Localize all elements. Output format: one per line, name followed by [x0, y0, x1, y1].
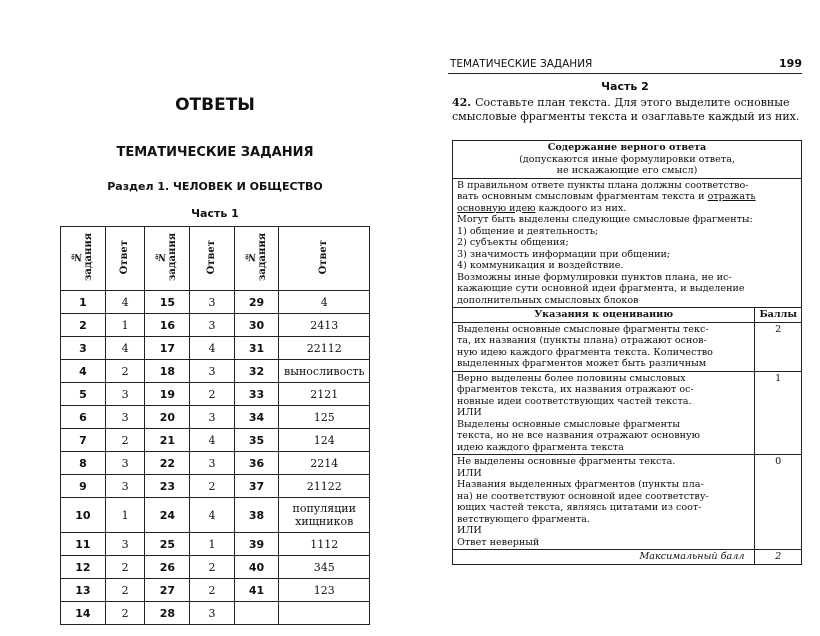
answer-cell: 123 [279, 579, 370, 602]
answer-cell: 4 [279, 291, 370, 314]
max-row [453, 550, 802, 565]
task-number-cell: 7 [61, 429, 106, 452]
answer-cell: 4 [190, 337, 234, 360]
task-number-cell: 30 [234, 314, 279, 337]
answer-cell: 3 [190, 452, 234, 475]
criteria-table [452, 140, 802, 565]
table-row [61, 360, 370, 383]
answer-cell: 2 [190, 579, 234, 602]
answer-cell: 1 [105, 498, 145, 533]
criteria-line: на) не соответствуют основной идее соответству- [457, 490, 709, 502]
answer-cell: 2 [105, 429, 145, 452]
task-number-cell: 10 [61, 498, 106, 533]
answer-cell: 21122 [279, 475, 370, 498]
part-heading: Часть 1 [191, 207, 239, 220]
answer-cell: 3 [105, 533, 145, 556]
content-line: Могут быть выделены следующие смысловые фрагменты: [457, 214, 753, 225]
task-number-cell: 29 [234, 291, 279, 314]
running-title: ТЕМАТИЧЕСКИЕ ЗАДАНИЯ [450, 58, 593, 70]
task-number-cell: 21 [145, 429, 190, 452]
answer-cell: 3 [190, 314, 234, 337]
criteria-line: фрагментов текста, их названия отражают ос- [457, 384, 694, 395]
underlined-text: отражать [707, 191, 756, 202]
answers-table [60, 226, 370, 625]
criteria-line: Ответ неверный [457, 536, 540, 548]
content-note: не искажающие его смысл) [556, 165, 698, 176]
task-number: 42. [452, 96, 472, 109]
criteria-rows [453, 322, 802, 550]
header-answer: Ответ [105, 227, 145, 291]
answer-cell: 3 [105, 383, 145, 406]
answer-cell: 3 [105, 406, 145, 429]
answer-cell: 2121 [279, 383, 370, 406]
underlined-text: основную идею [457, 202, 536, 214]
answer-cell: 2 [105, 360, 145, 383]
task-number-cell [234, 602, 279, 625]
table-row [61, 406, 370, 429]
answer-cell: 4 [105, 337, 145, 360]
criteria-line: новные идеи соответствующих частей текста. [457, 395, 692, 407]
right-page [410, 0, 820, 636]
table-row [61, 579, 370, 602]
answer-cell: 4 [190, 429, 234, 452]
criteria-line: Верно выделены более половины смысловых [457, 372, 686, 384]
task-number-cell: 35 [234, 429, 279, 452]
task-text: Составьте план текста. Для этого выделите основные смысловые фрагменты текста и озаглавьте каждый из них. [452, 96, 800, 123]
task-number-cell: 4 [61, 360, 106, 383]
guidance-header-row [453, 308, 802, 323]
answer-cell: 345 [279, 556, 370, 579]
part-heading: Часть 2 [601, 80, 649, 93]
criteria-line: та, их названия (пункты плана) отражают основ- [457, 335, 707, 346]
criteria-line: ИЛИ [457, 467, 482, 479]
header-answer: Ответ [190, 227, 234, 291]
task-number-cell: 5 [61, 383, 106, 406]
task-number-cell: 28 [145, 602, 190, 625]
task-statement [452, 96, 802, 124]
content-header-cell [453, 141, 802, 179]
answer-cell: 3 [105, 475, 145, 498]
page-number: 199 [779, 57, 802, 70]
content-line: В правильном ответе пункты плана должны соответство- [457, 179, 749, 191]
task-number-cell: 41 [234, 579, 279, 602]
criteria-row [453, 371, 802, 455]
score-header: Баллы [755, 308, 802, 323]
header-number: № задания [61, 227, 106, 291]
task-number-cell: 9 [61, 475, 106, 498]
guidance-header: Указания к оцениванию [453, 308, 755, 323]
task-number-cell: 15 [145, 291, 190, 314]
task-number-cell: 17 [145, 337, 190, 360]
content-line: основную идею каждоого из них. [457, 202, 627, 214]
answer-cell: 2 [105, 579, 145, 602]
content-line: 3) значимость информации при общении; [457, 248, 671, 260]
content-line: 4) коммуникация и воздействие. [457, 260, 624, 271]
task-number-cell: 13 [61, 579, 106, 602]
answer-cell: 124 [279, 429, 370, 452]
section-heading: ТЕМАТИЧЕСКИЕ ЗАДАНИЯ [116, 145, 314, 160]
task-number-cell: 20 [145, 406, 190, 429]
page-heading: ОТВЕТЫ [175, 95, 255, 115]
table-row [61, 314, 370, 337]
task-number-cell: 3 [61, 337, 106, 360]
content-line: вать основным смысловым фрагментам текста и отражать [457, 191, 756, 202]
content-header-row [453, 141, 802, 179]
table-row [61, 556, 370, 579]
answer-cell: 2214 [279, 452, 370, 475]
answer-cell: 3 [190, 360, 234, 383]
task-number-cell: 34 [234, 406, 279, 429]
task-number-cell: 14 [61, 602, 106, 625]
answer-cell: 2413 [279, 314, 370, 337]
answer-cell: 3 [190, 406, 234, 429]
table-row [61, 475, 370, 498]
answer-cell: 2 [190, 556, 234, 579]
answer-cell: 22112 [279, 337, 370, 360]
answer-cell: 3 [105, 452, 145, 475]
task-number-cell: 33 [234, 383, 279, 406]
criteria-line: Названия выделенных фрагментов (пункты пла- [457, 479, 704, 490]
content-line: 2) субъекты общения; [457, 237, 569, 248]
task-number-cell: 12 [61, 556, 106, 579]
task-number-cell: 38 [234, 498, 279, 533]
criteria-line: Не выделены основные фрагменты текста. [457, 456, 676, 467]
criteria-line: ющих частей текста, являясь цитатами из соот- [457, 502, 702, 513]
chapter-heading: Раздел 1. ЧЕЛОВЕК И ОБЩЕСТВО [107, 180, 323, 193]
header-number: № задания [234, 227, 279, 291]
task-number-cell: 26 [145, 556, 190, 579]
content-line: кажающие сути основной идеи фрагмента, и выделение [457, 283, 745, 294]
answer-cell: 1112 [279, 533, 370, 556]
criteria-description [453, 371, 755, 455]
table-row [61, 337, 370, 360]
task-number-cell: 16 [145, 314, 190, 337]
table-row [61, 498, 370, 533]
answer-cell: 4 [190, 498, 234, 533]
criteria-line: Выделены основные смысловые фрагменты текс- [457, 323, 709, 335]
content-line: Возможны иные формулировки пунктов плана, не ис- [457, 271, 732, 283]
criteria-score: 1 [755, 371, 802, 455]
task-number-cell: 11 [61, 533, 106, 556]
table-row [61, 452, 370, 475]
content-line: 1) общение и деятельность; [457, 225, 599, 237]
table-row [61, 291, 370, 314]
task-number-cell: 36 [234, 452, 279, 475]
content-note: (допускаются иные формулировки ответа, [519, 153, 735, 165]
content-line: дополнительных смысловых блоков [457, 294, 639, 306]
criteria-description [453, 322, 755, 371]
max-label: Максимальный балл [453, 550, 755, 565]
answer-cell: 2 [190, 383, 234, 406]
content-row [453, 178, 802, 308]
answer-cell [279, 602, 370, 625]
criteria-line: ветствующего фрагмента. [457, 513, 590, 525]
max-value: 2 [755, 550, 802, 565]
table-row [61, 533, 370, 556]
criteria-score: 0 [755, 455, 802, 550]
answer-cell: популяции хищников [279, 498, 370, 533]
criteria-line: Выделены основные смысловые фрагменты [457, 418, 680, 430]
task-number-cell: 24 [145, 498, 190, 533]
answers-body [61, 291, 370, 625]
criteria-row [453, 455, 802, 550]
criteria-line: идею каждого фрагмента текста [457, 441, 624, 453]
answer-cell: 4 [105, 291, 145, 314]
task-number-cell: 32 [234, 360, 279, 383]
table-row [61, 602, 370, 625]
answer-cell: 1 [190, 533, 234, 556]
criteria-line: текста, но не все названия отражают основную [457, 430, 700, 441]
criteria-line: ную идею каждого фрагмента текста. Количество [457, 346, 713, 358]
task-number-cell: 27 [145, 579, 190, 602]
task-number-cell: 18 [145, 360, 190, 383]
table-row [61, 383, 370, 406]
content-cell [453, 178, 802, 308]
criteria-row [453, 322, 802, 371]
table-row [61, 429, 370, 452]
header-number: № задания [145, 227, 190, 291]
running-head [448, 57, 802, 74]
task-number-cell: 6 [61, 406, 106, 429]
task-number-cell: 8 [61, 452, 106, 475]
criteria-line: ИЛИ [457, 407, 482, 418]
content-header: Содержание верного ответа [547, 142, 707, 153]
answer-cell: 3 [190, 291, 234, 314]
answer-cell: 2 [105, 602, 145, 625]
answer-cell: 2 [190, 475, 234, 498]
task-number-cell: 40 [234, 556, 279, 579]
answers-header-row [61, 227, 370, 291]
answer-cell: 1 [105, 314, 145, 337]
task-number-cell: 25 [145, 533, 190, 556]
answer-cell: выносливость [279, 360, 370, 383]
header-answer: Ответ [279, 227, 370, 291]
task-number-cell: 19 [145, 383, 190, 406]
answer-cell: 3 [190, 602, 234, 625]
answer-cell: 2 [105, 556, 145, 579]
task-number-cell: 31 [234, 337, 279, 360]
task-number-cell: 23 [145, 475, 190, 498]
criteria-description [453, 455, 755, 550]
criteria-score: 2 [755, 322, 802, 371]
task-number-cell: 22 [145, 452, 190, 475]
task-number-cell: 1 [61, 291, 106, 314]
task-number-cell: 2 [61, 314, 106, 337]
task-number-cell: 39 [234, 533, 279, 556]
criteria-line: ИЛИ [457, 525, 482, 536]
criteria-line: выделенных фрагментов может быть различным [457, 358, 707, 369]
task-number-cell: 37 [234, 475, 279, 498]
answer-cell: 125 [279, 406, 370, 429]
